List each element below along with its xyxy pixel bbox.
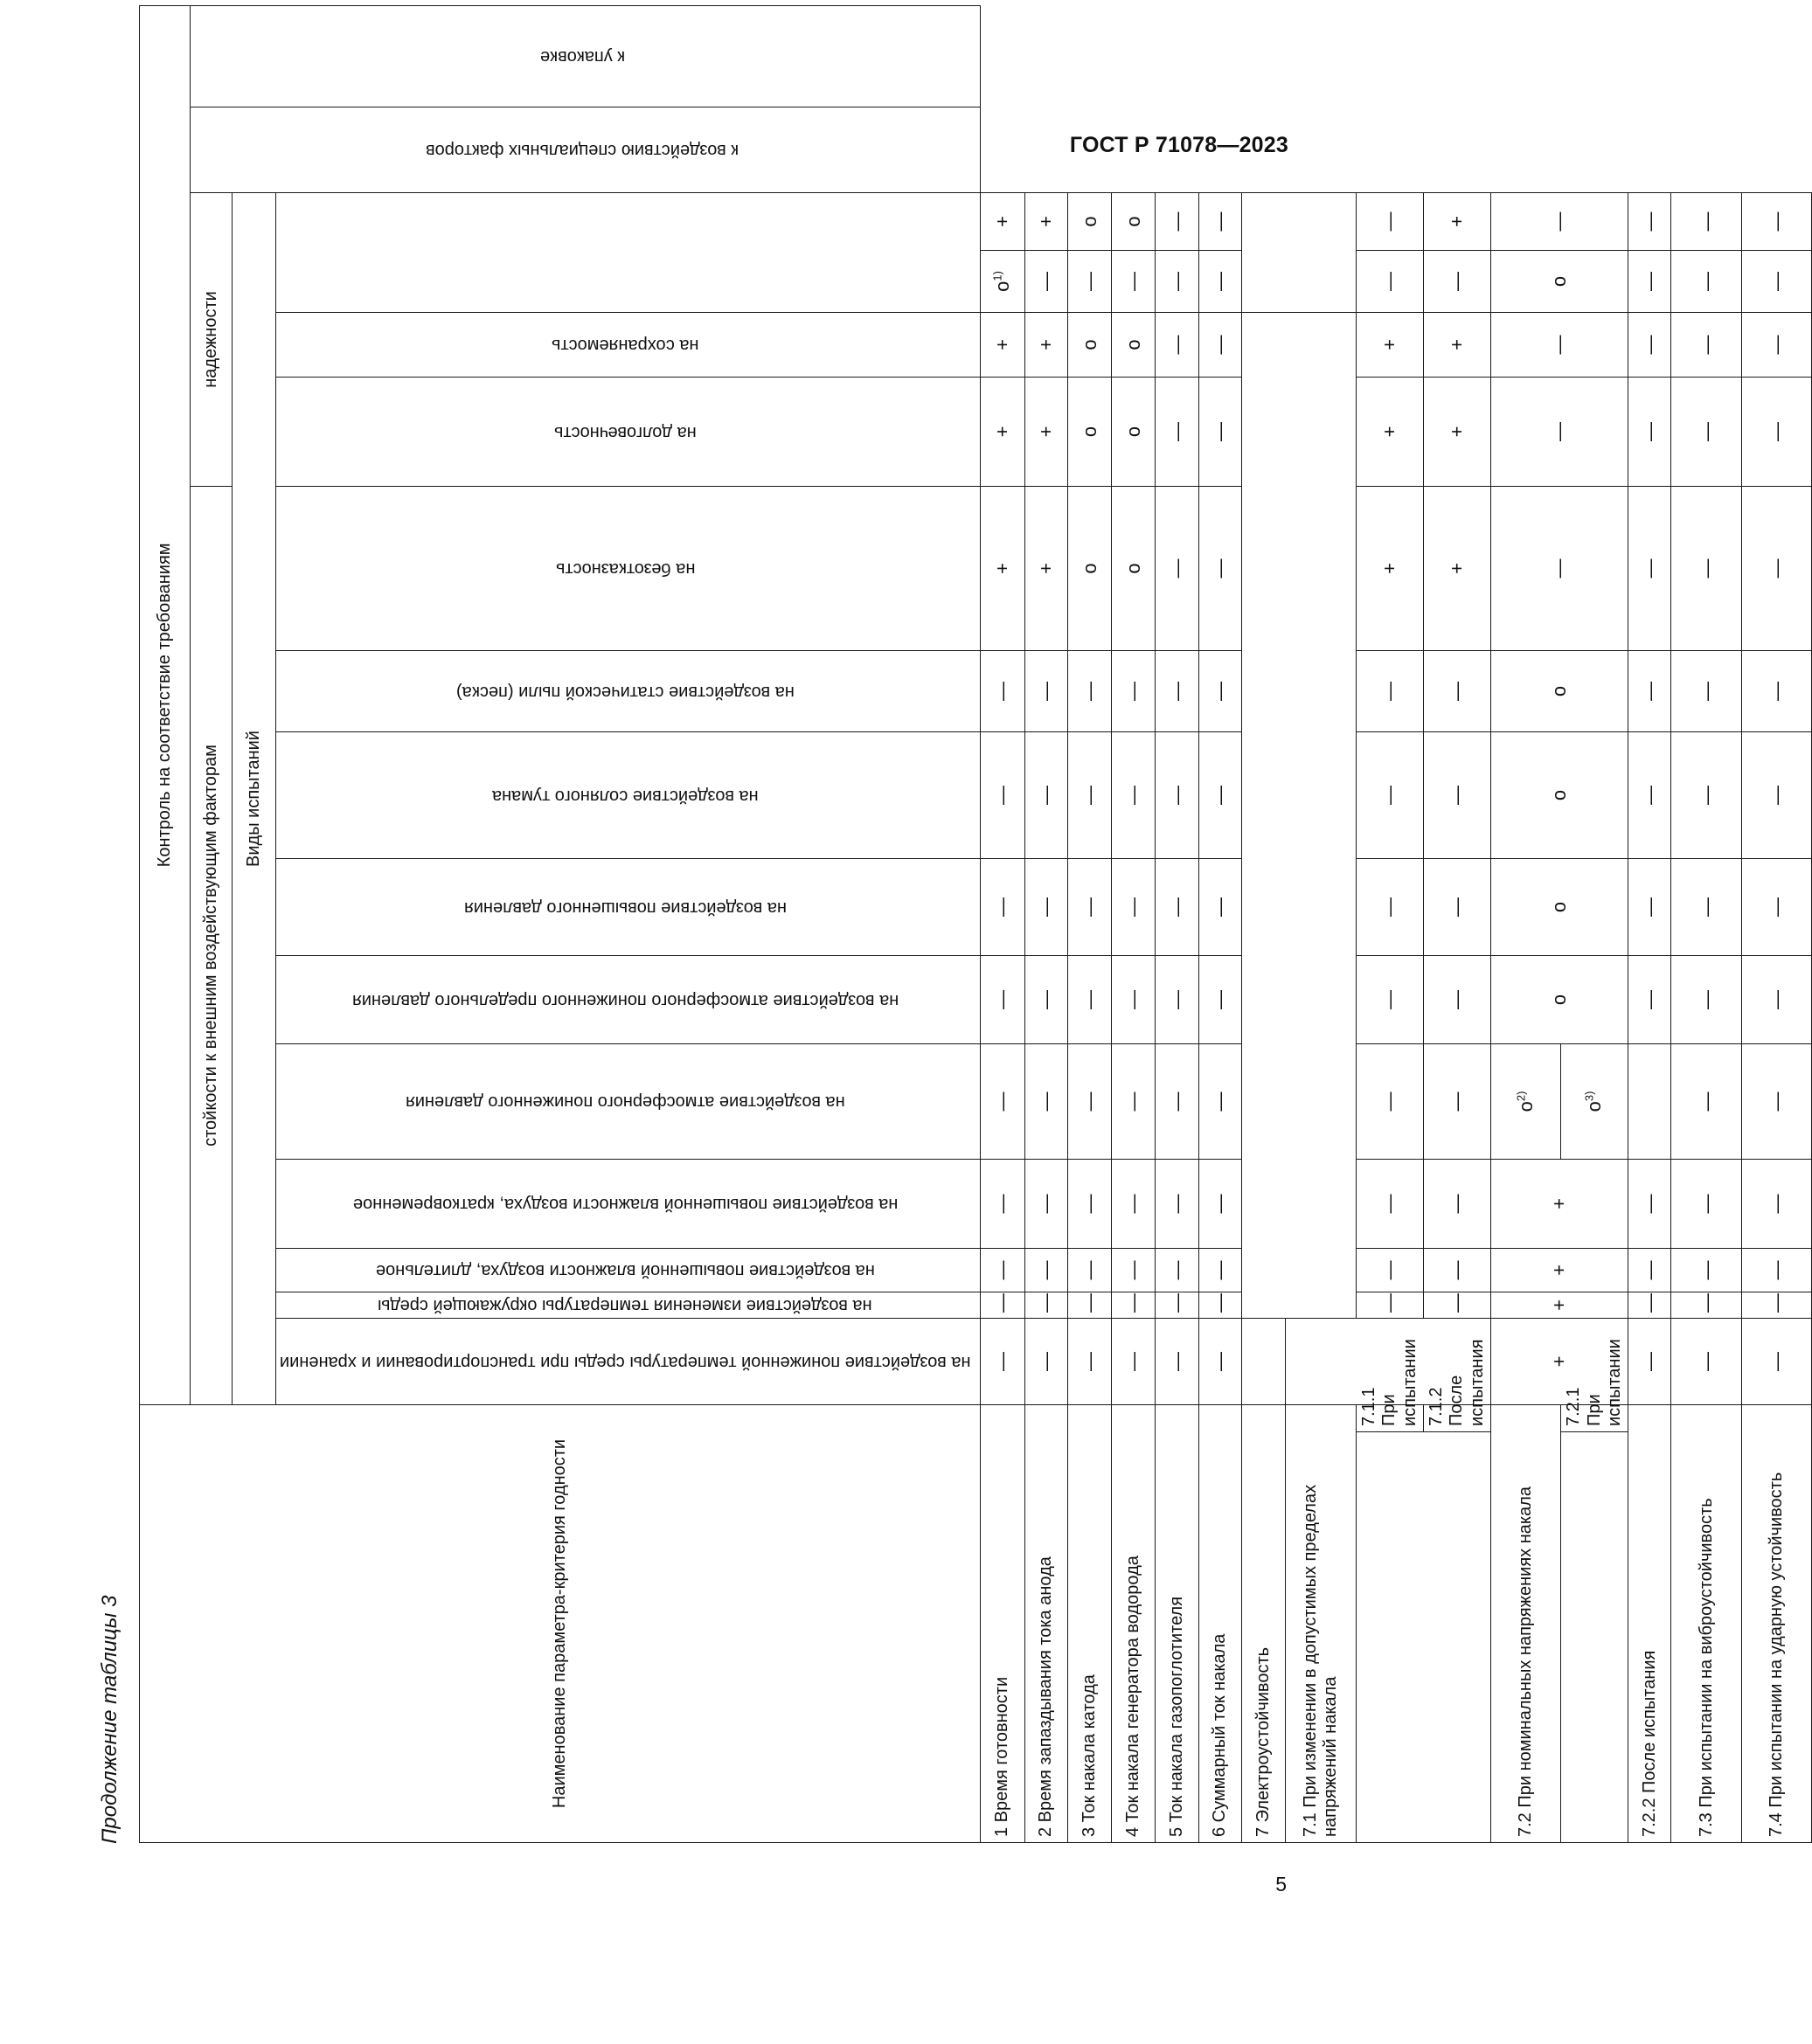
cell: — [1111, 650, 1155, 731]
cell: — [1671, 192, 1742, 250]
cell: — [1024, 1248, 1067, 1292]
cell: + [1491, 1248, 1628, 1292]
col-header-11: на долговечность [276, 377, 981, 486]
table-row-5 [1155, 5, 1198, 1842]
cell: — [1742, 1043, 1812, 1159]
cell: + [1356, 312, 1423, 377]
cell: + [1356, 377, 1423, 486]
col-header-1: на воздействие пониженной температуры среды при транспортировании и хранении [276, 1318, 981, 1404]
col-header-3: на воздействие повышенной влажности воздуха, длительное [276, 1248, 981, 1292]
cell: — [980, 858, 1024, 955]
table-row-7-4 [1742, 5, 1812, 1842]
cell: — [1742, 486, 1812, 650]
cell: + [980, 312, 1024, 377]
reliability-header: надежности [191, 192, 233, 486]
cell: + [1491, 1159, 1628, 1248]
cell: — [1155, 731, 1198, 858]
cell: — [1671, 377, 1742, 486]
cell: — [1111, 1043, 1155, 1159]
row-name: 2 Время запаздывания тока анода [1024, 1404, 1067, 1842]
cell: — [1067, 250, 1111, 312]
indent-cell [1561, 1432, 1628, 1843]
cell: — [1155, 1248, 1198, 1292]
col-header-8: на воздействие соляного тумана [276, 731, 981, 858]
specification-table [139, 5, 1812, 1843]
cell: — [1742, 1159, 1812, 1248]
cell: — [1155, 955, 1198, 1043]
cell: — [1198, 1318, 1241, 1404]
cell: — [1742, 192, 1812, 250]
cell: — [1111, 858, 1155, 955]
cell: — [1111, 1318, 1155, 1404]
cell: — [1155, 1043, 1198, 1159]
cell: о [1067, 312, 1111, 377]
col-header-4: на воздействие повышенной влажности воздуха, кратковременное [276, 1159, 981, 1248]
table-row-7 [1241, 5, 1285, 1842]
cell: — [1671, 1248, 1742, 1292]
cell: — [1198, 486, 1241, 650]
row-name: 4 Ток накала генератора водорода [1111, 1404, 1155, 1842]
cell: о [1491, 955, 1628, 1043]
cell: — [1628, 312, 1671, 377]
cell: $о^{1)}$ [980, 250, 1024, 312]
cell: — [1742, 650, 1812, 731]
cell: — [980, 1248, 1024, 1292]
cell: — [980, 1159, 1024, 1248]
cell: — [1356, 731, 1423, 858]
cell: о [1067, 486, 1111, 650]
cell: + [1491, 1292, 1628, 1318]
cell: — [1111, 250, 1155, 312]
cell: + [1424, 377, 1491, 486]
cell: — [1067, 1159, 1111, 1248]
cell: — [1671, 486, 1742, 650]
col-header-7: на воздействие повышенного давления [276, 858, 981, 955]
cell: — [1111, 731, 1155, 858]
row-name: 7.3 При испытании на виброустойчивость [1671, 1404, 1742, 1842]
cell [1285, 192, 1356, 312]
cell: — [1628, 650, 1671, 731]
cell: — [1671, 1043, 1742, 1159]
cell: — [1155, 192, 1198, 250]
cell: — [1067, 1292, 1111, 1318]
cell: — [1671, 1159, 1742, 1248]
cell: — [1628, 377, 1671, 486]
cell: — [1198, 377, 1241, 486]
cell: — [980, 1318, 1024, 1404]
cell: + [1356, 486, 1423, 650]
row-name: 7.2 При номинальных напряжениях накала [1491, 1404, 1561, 1842]
cell: о [1111, 486, 1155, 650]
cell: + [1024, 377, 1067, 486]
cell: — [980, 731, 1024, 858]
cell: — [980, 1043, 1024, 1159]
col-header-12: на сохраняемость [276, 312, 981, 377]
cell: — [1155, 858, 1198, 955]
cell: — [1742, 731, 1812, 858]
cell: — [1067, 1248, 1111, 1292]
cell [1628, 1043, 1671, 1159]
cell: — [1024, 250, 1067, 312]
cell: — [1067, 731, 1111, 858]
cell: — [1742, 377, 1812, 486]
cell: — [1491, 312, 1628, 377]
cell: — [1024, 1159, 1067, 1248]
cell: — [1356, 250, 1423, 312]
cell: + [1491, 1318, 1628, 1404]
cell: — [1024, 858, 1067, 955]
table-row-7-2 [1491, 5, 1561, 1842]
cell: — [1155, 250, 1198, 312]
row-name: 7.4 При испытании на ударную устойчивость [1742, 1404, 1812, 1842]
cell: — [1628, 858, 1671, 955]
cell: о [1111, 192, 1155, 250]
cell: — [1424, 1043, 1491, 1159]
cell: — [1742, 1248, 1812, 1292]
cell: о [1067, 377, 1111, 486]
cell: — [1671, 731, 1742, 858]
cell: — [1155, 1318, 1198, 1404]
cell: — [1155, 650, 1198, 731]
cell: + [1024, 192, 1067, 250]
cell: — [1628, 1248, 1671, 1292]
col-header-13: к воздействию специальных факторов [191, 107, 981, 192]
cell: — [1198, 731, 1241, 858]
name-column-header: Наименование параметра-критерия годности [140, 1404, 981, 1842]
table-caption: Продолжение таблицы 3 [98, 1595, 121, 1844]
row-name: 6 Суммарный ток накала [1198, 1404, 1241, 1842]
cell: — [1111, 955, 1155, 1043]
row-name: 1 Время готовности [980, 1404, 1024, 1842]
cell: — [1628, 1292, 1671, 1318]
cell: — [980, 955, 1024, 1043]
cell: — [1155, 312, 1198, 377]
cell: — [1356, 955, 1423, 1043]
cell: + [1024, 312, 1067, 377]
table-row-7-2-2 [1628, 5, 1671, 1842]
cell: — [1155, 1292, 1198, 1318]
col-header-6: на воздействие атмосферного пониженного предельного давления [276, 955, 981, 1043]
cell [1241, 312, 1356, 1318]
cell: о [1111, 377, 1155, 486]
cell: + [1424, 192, 1491, 250]
cell: — [1155, 486, 1198, 650]
cell: $о^{2)}$ [1491, 1043, 1561, 1159]
row-name: 5 Ток накала газопоглотителя [1155, 1404, 1198, 1842]
cell: — [1742, 858, 1812, 955]
cell: — [1024, 955, 1067, 1043]
cell: — [1424, 1248, 1491, 1292]
indent-cell [1356, 1432, 1490, 1843]
cell: + [980, 377, 1024, 486]
cell [1241, 1318, 1285, 1404]
cell: — [1356, 1292, 1423, 1318]
cell: — [1628, 192, 1671, 250]
cell: — [1198, 312, 1241, 377]
cell: $о^{3)}$ [1561, 1043, 1628, 1159]
row-name: 7.1 При изменении в допустимых пределах напряжений накала [1285, 1404, 1356, 1842]
cell: — [1067, 650, 1111, 731]
cell: — [1628, 1318, 1671, 1404]
cell [1241, 192, 1285, 312]
cell: — [1067, 858, 1111, 955]
cell: + [1024, 486, 1067, 650]
cell: — [1198, 192, 1241, 250]
cell: — [1424, 650, 1491, 731]
cell: — [1424, 858, 1491, 955]
cell: — [1742, 1292, 1812, 1318]
cell: — [1111, 1248, 1155, 1292]
cell: — [1111, 1159, 1155, 1248]
cell: — [1491, 192, 1628, 250]
cell: — [1424, 955, 1491, 1043]
cell: — [1356, 1248, 1423, 1292]
cell: — [1424, 1292, 1491, 1318]
test-types-header: Виды испытаний [233, 192, 276, 1404]
table-row-2 [1024, 5, 1067, 1842]
cell: — [1628, 1159, 1671, 1248]
cell: — [1198, 1248, 1241, 1292]
control-header: Контроль на соответствие требованиям [140, 5, 191, 1404]
table-row-4 [1111, 5, 1155, 1842]
col-header-14: к упаковке [191, 5, 981, 107]
cell: — [1198, 1043, 1241, 1159]
cell: о [1491, 250, 1628, 312]
cell: — [1198, 650, 1241, 731]
row-name: 7.1.1 При испытании [1356, 1404, 1423, 1431]
cell: — [1671, 858, 1742, 955]
table-row-7-3 [1671, 5, 1742, 1842]
cell: — [1671, 250, 1742, 312]
cell: — [1356, 1043, 1423, 1159]
cell: о [1491, 731, 1628, 858]
page-number: 5 [1275, 1873, 1287, 1895]
cell: — [1671, 1318, 1742, 1404]
cell: — [1356, 192, 1423, 250]
cell: — [1024, 1043, 1067, 1159]
cell: — [1356, 858, 1423, 955]
cell: — [1742, 1318, 1812, 1404]
cell: — [1198, 858, 1241, 955]
row-name: 7.1.2 После испытания [1424, 1404, 1491, 1431]
cell: — [1628, 731, 1671, 858]
col-header-2: на воздействие изменения температуры окружающей среды [276, 1292, 981, 1318]
cell: — [1628, 250, 1671, 312]
cell: — [1671, 955, 1742, 1043]
cell: + [1424, 312, 1491, 377]
cell: — [980, 1292, 1024, 1318]
cell: — [1671, 312, 1742, 377]
cell: — [980, 650, 1024, 731]
cell: — [1067, 1318, 1111, 1404]
cell: — [1742, 955, 1812, 1043]
cell: + [1424, 486, 1491, 650]
cell: — [1024, 731, 1067, 858]
table-row-3 [1067, 5, 1111, 1842]
cell: — [1491, 486, 1628, 650]
col-header-10: на безотказность [276, 486, 981, 650]
row-name: 3 Ток накала катода [1067, 1404, 1111, 1842]
cell: — [1155, 377, 1198, 486]
table-row-7-1-1 [1356, 5, 1423, 1842]
cell: — [1671, 650, 1742, 731]
cell: о [1491, 650, 1628, 731]
cell: — [1742, 250, 1812, 312]
cell: — [1424, 1159, 1491, 1248]
cell: — [1198, 250, 1241, 312]
cell: — [1024, 650, 1067, 731]
header-row-1 [140, 5, 191, 1842]
document-code: ГОСТ Р 71078—2023 [1069, 133, 1288, 157]
cell: + [980, 486, 1024, 650]
cell: — [1198, 1292, 1241, 1318]
cell: — [1198, 955, 1241, 1043]
cell: + [980, 192, 1024, 250]
cell: — [1424, 731, 1491, 858]
cell: — [1067, 1043, 1111, 1159]
table-row-1 [980, 5, 1024, 1842]
table-row-6 [1198, 5, 1241, 1842]
cell: — [1742, 312, 1812, 377]
cell: — [1155, 1159, 1198, 1248]
rotated-table-wrapper [139, 47, 1788, 1843]
col-header-5: на воздействие атмосферного пониженного давления [276, 1043, 981, 1159]
cell: — [1628, 955, 1671, 1043]
row-name: 7 Электроустойчивость [1241, 1404, 1285, 1842]
cell: — [1491, 377, 1628, 486]
cell: — [1024, 1318, 1067, 1404]
cell: — [1356, 1159, 1423, 1248]
cell: — [1198, 1159, 1241, 1248]
cell: — [1024, 1292, 1067, 1318]
resistance-header: стойкости к внешним воздействующим факторам [191, 486, 233, 1404]
cell: — [1424, 250, 1491, 312]
cell: — [1628, 486, 1671, 650]
cell: о [1067, 192, 1111, 250]
cell: — [1111, 1292, 1155, 1318]
cell: о [1491, 858, 1628, 955]
cell: — [1671, 1292, 1742, 1318]
col-header-9: на воздействие статической пыли (песка) [276, 650, 981, 731]
cell: — [1067, 955, 1111, 1043]
row-name: 7.2.2 После испытания [1628, 1404, 1671, 1842]
cell: — [1356, 650, 1423, 731]
cell: о [1111, 312, 1155, 377]
row-name: 7.2.1 При испытании [1561, 1404, 1628, 1431]
